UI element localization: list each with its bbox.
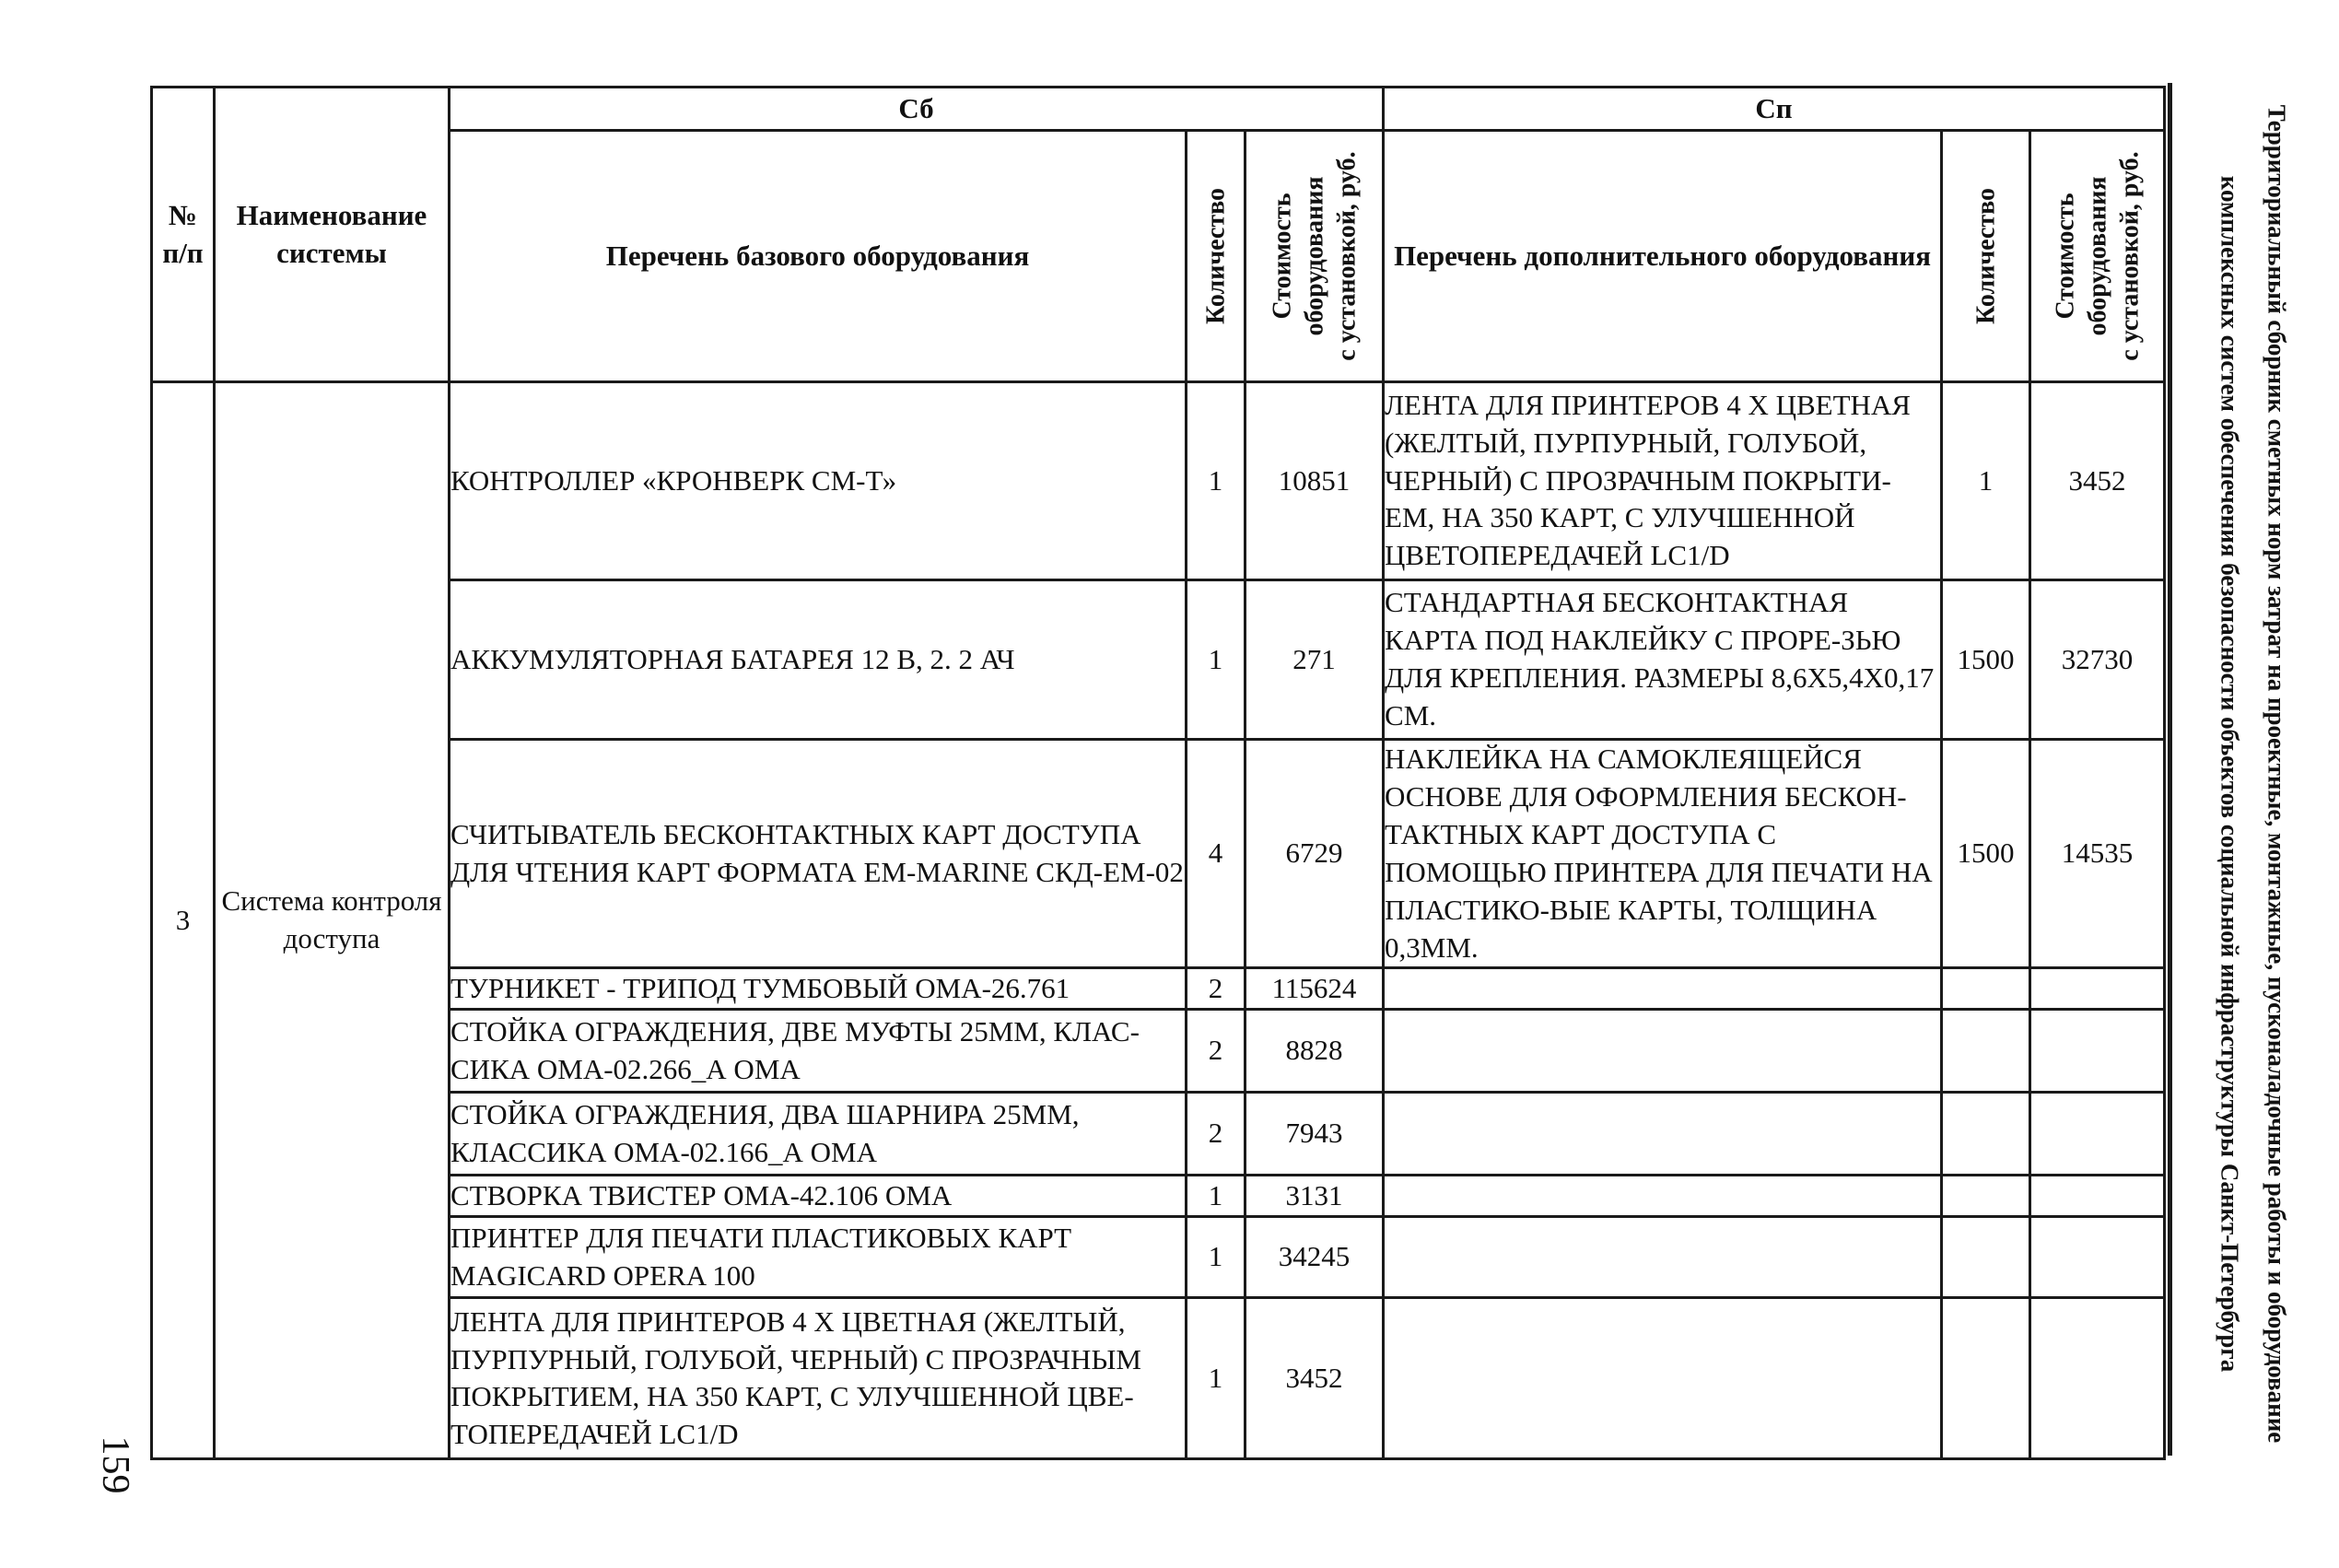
extra-qty	[1942, 1010, 2030, 1093]
system-number: 3	[152, 382, 215, 1459]
header-group-extra-label: Сп	[1755, 91, 1793, 124]
base-cost: 8828	[1246, 1010, 1384, 1093]
extra-cost: 3452	[2030, 382, 2165, 580]
extra-qty: 1	[1942, 382, 2030, 580]
header-base-list	[450, 131, 1187, 382]
extra-item	[1384, 1298, 1942, 1459]
base-cost: 6729	[1246, 740, 1384, 968]
extra-cost: 32730	[2030, 580, 2165, 740]
cost-label-line-3: с установкой, руб.	[1332, 151, 1361, 361]
header-num	[152, 88, 215, 382]
cost-label-line-2: оборудования	[1300, 176, 1328, 336]
table-row	[152, 1298, 2165, 1459]
header-num-label: № п/п	[162, 198, 204, 269]
base-qty: 1	[1187, 1176, 1246, 1217]
header-base-list-label: Перечень базового оборудования	[605, 239, 1030, 272]
base-cost: 7943	[1246, 1093, 1384, 1176]
header-base-cost	[1246, 131, 1384, 382]
base-item: ПРИНТЕР ДЛЯ ПЕЧАТИ ПЛАСТИКОВЫХ КАРТ MAGICARD OPERA 100	[450, 1217, 1187, 1298]
extra-cost	[2030, 1217, 2165, 1298]
table-row	[152, 740, 2165, 968]
header-row-columns	[152, 131, 2165, 382]
table-row	[152, 1093, 2165, 1176]
header-system-name	[215, 88, 450, 382]
table-row	[152, 1176, 2165, 1217]
extra-item: СТАНДАРТНАЯ БЕСКОНТАКТНАЯ КАРТА ПОД НАКЛЕЙКУ С ПРОРЕ-ЗЬЮ ДЛЯ КРЕПЛЕНИЯ. РАЗМЕРЫ 8,6Х5,4Х0,17 СМ.	[1384, 580, 1942, 740]
base-qty: 1	[1187, 382, 1246, 580]
extra-cost	[2030, 1010, 2165, 1093]
header-base-qty-label: Количество	[1201, 187, 1230, 325]
extra-item	[1384, 968, 1942, 1010]
cost-label-line-2: оборудования	[2083, 176, 2112, 336]
running-title	[2205, 105, 2300, 1444]
extra-item	[1384, 1093, 1942, 1176]
extra-qty: 1500	[1942, 580, 2030, 740]
base-qty: 1	[1187, 1298, 1246, 1459]
base-cost: 10851	[1246, 382, 1384, 580]
base-qty: 2	[1187, 1010, 1246, 1093]
base-item: АККУМУЛЯТОРНАЯ БАТАРЕЯ 12 В, 2. 2 АЧ	[450, 580, 1187, 740]
header-extra-list	[1384, 131, 1942, 382]
table-row	[152, 1217, 2165, 1298]
extra-item	[1384, 1217, 1942, 1298]
base-qty: 1	[1187, 580, 1246, 740]
table-row	[152, 1010, 2165, 1093]
running-title-line-2: комплексных систем обеспечения безопасности объектов социальной инфраструктуры Санкт-Петербурга	[2216, 175, 2243, 1373]
running-title-line-1: Территориальный сборник сметных норм затрат на проектные, монтажные, пусконаладочные работы и оборудование	[2263, 104, 2291, 1444]
equipment-table	[150, 86, 2166, 1460]
base-cost: 34245	[1246, 1217, 1384, 1298]
base-cost: 271	[1246, 580, 1384, 740]
header-extra-qty-label: Количество	[1971, 187, 2001, 325]
extra-cost	[2030, 968, 2165, 1010]
extra-cost	[2030, 1093, 2165, 1176]
base-cost: 3452	[1246, 1298, 1384, 1459]
table-row	[152, 382, 2165, 580]
extra-qty	[1942, 1093, 2030, 1176]
extra-cost	[2030, 1176, 2165, 1217]
running-title-rule	[2168, 83, 2172, 1456]
extra-cost	[2030, 1298, 2165, 1459]
extra-cost: 14535	[2030, 740, 2165, 968]
header-extra-qty	[1942, 131, 2030, 382]
extra-qty	[1942, 1298, 2030, 1459]
base-qty: 1	[1187, 1217, 1246, 1298]
extra-qty	[1942, 1176, 2030, 1217]
header-system-name-label: Наименование системы	[236, 198, 427, 269]
header-base-cost-label	[1266, 151, 1362, 360]
extra-item: НАКЛЕЙКА НА САМОКЛЕЯЩЕЙСЯ ОСНОВЕ ДЛЯ ОФОРМЛЕНИЯ БЕСКОН-ТАКТНЫХ КАРТ ДОСТУПА С ПОМОЩЬЮ ПРИНТЕРА ДЛЯ ПЕЧАТИ НА ПЛАСТИКО-ВЫЕ КАРТЫ, ТОЛЩИНА 0,3ММ.	[1384, 740, 1942, 968]
base-item: СТОЙКА ОГРАЖДЕНИЯ, ДВЕ МУФТЫ 25ММ, КЛАС-СИКА ОМА-02.266_А ОМА	[450, 1010, 1187, 1093]
page-number: 159	[94, 1435, 136, 1494]
base-item: ТУРНИКЕТ - ТРИПОД ТУМБОВЫЙ ОМА-26.761	[450, 968, 1187, 1010]
header-group-base	[450, 88, 1384, 131]
cost-label-line-3: с установкой, руб.	[2115, 151, 2145, 361]
base-qty: 4	[1187, 740, 1246, 968]
base-item: СТВОРКА ТВИСТЕР ОМА-42.106 ОМА	[450, 1176, 1187, 1217]
base-cost: 115624	[1246, 968, 1384, 1010]
header-row-groups	[152, 88, 2165, 131]
base-item: СТОЙКА ОГРАЖДЕНИЯ, ДВА ШАРНИРА 25ММ, КЛАССИКА ОМА-02.166_А ОМА	[450, 1093, 1187, 1176]
extra-item	[1384, 1010, 1942, 1093]
header-extra-cost	[2030, 131, 2165, 382]
header-group-extra	[1384, 88, 2165, 131]
extra-item: ЛЕНТА ДЛЯ ПРИНТЕРОВ 4 Х ЦВЕТНАЯ (ЖЕЛТЫЙ, ПУРПУРНЫЙ, ГОЛУБОЙ, ЧЕРНЫЙ) С ПРОЗРАЧНЫМ ПОКРЫТИ-ЕМ, НА 350 КАРТ, С УЛУЧШЕННОЙ ЦВЕТОПЕРЕДАЧЕЙ LC1/D	[1384, 382, 1942, 580]
table-row	[152, 580, 2165, 740]
system-name: Система контроля доступа	[215, 382, 450, 1459]
cost-label-line-1: Стоимость	[1268, 193, 1296, 320]
header-extra-cost-label	[2049, 151, 2146, 360]
base-item: СЧИТЫВАТЕЛЬ БЕСКОНТАКТНЫХ КАРТ ДОСТУПА ДЛЯ ЧТЕНИЯ КАРТ ФОРМАТА EM-MARINE СКД-ЕМ-02	[450, 740, 1187, 968]
header-base-qty	[1187, 131, 1246, 382]
table-row	[152, 968, 2165, 1010]
extra-qty: 1500	[1942, 740, 2030, 968]
extra-item	[1384, 1176, 1942, 1217]
header-group-base-label: Сб	[898, 91, 934, 124]
header-extra-list-label: Перечень дополнительного оборудования	[1394, 239, 1931, 272]
base-qty: 2	[1187, 1093, 1246, 1176]
base-cost: 3131	[1246, 1176, 1384, 1217]
extra-qty	[1942, 968, 2030, 1010]
base-qty: 2	[1187, 968, 1246, 1010]
cost-label-line-1: Стоимость	[2051, 193, 2080, 320]
base-item: КОНТРОЛЛЕР «КРОНВЕРК СМ-Т»	[450, 382, 1187, 580]
extra-qty	[1942, 1217, 2030, 1298]
base-item: ЛЕНТА ДЛЯ ПРИНТЕРОВ 4 Х ЦВЕТНАЯ (ЖЕЛТЫЙ, ПУРПУРНЫЙ, ГОЛУБОЙ, ЧЕРНЫЙ) С ПРОЗРАЧНЫМ ПОКРЫТИЕМ, НА 350 КАРТ, С УЛУЧШЕННОЙ ЦВЕ-ТОПЕРЕДАЧЕЙ LC1/D	[450, 1298, 1187, 1459]
